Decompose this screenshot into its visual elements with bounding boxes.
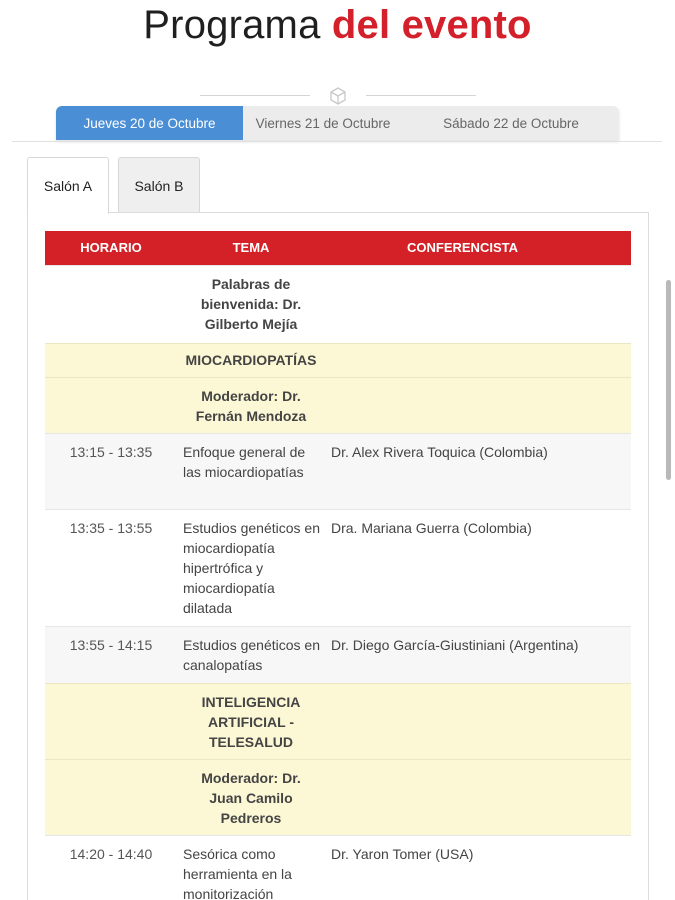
row-topic: MIOCARDIOPATÍAS — [177, 343, 325, 377]
day-tabs — [56, 106, 619, 140]
day-tabs-underline — [12, 141, 662, 142]
table-header-row — [45, 231, 631, 265]
table-row — [45, 759, 631, 835]
row-speaker — [325, 759, 631, 835]
table-row — [45, 835, 631, 900]
column-header-speaker: CONFERENCISTA — [325, 231, 631, 265]
tab-room-b[interactable]: Salón B — [118, 157, 200, 213]
row-topic: INTELIGENCIA ARTIFICIAL - TELESALUD — [177, 683, 325, 759]
row-speaker — [325, 683, 631, 759]
column-header-time: HORARIO — [45, 231, 177, 265]
row-speaker — [325, 265, 631, 343]
tab-day-3[interactable]: Sábado 22 de Octubre — [403, 106, 619, 140]
scrollbar[interactable] — [666, 280, 671, 480]
row-speaker — [325, 377, 631, 433]
page-title — [0, 2, 675, 48]
row-time — [45, 265, 177, 343]
cube-icon — [328, 86, 348, 106]
divider-line-left — [200, 95, 310, 96]
table-row — [45, 377, 631, 433]
page-title-main: Programa — [143, 3, 321, 47]
tab-room-a[interactable]: Salón A — [27, 157, 109, 214]
row-speaker: Dr. Diego García-Giustiniani (Argentina) — [325, 626, 631, 683]
row-topic: Sesórica como herramienta en la monitorización — [177, 835, 325, 900]
room-tabs — [27, 157, 200, 213]
row-topic: Estudios genéticos en miocardiopatía hipertrófica y miocardiopatía dilatada — [177, 509, 325, 626]
row-speaker: Dra. Mariana Guerra (Colombia) — [325, 509, 631, 626]
row-time — [45, 759, 177, 835]
table-row — [45, 343, 631, 377]
row-time — [45, 683, 177, 759]
table-row — [45, 626, 631, 683]
row-time: 13:55 - 14:15 — [45, 626, 177, 683]
row-topic: Moderador: Dr. Juan Camilo Pedreros — [177, 759, 325, 835]
row-time — [45, 343, 177, 377]
table-row — [45, 433, 631, 509]
row-speaker — [325, 343, 631, 377]
column-header-topic: TEMA — [177, 231, 325, 265]
row-time: 14:20 - 14:40 — [45, 835, 177, 900]
table-row — [45, 509, 631, 626]
row-time: 13:15 - 13:35 — [45, 433, 177, 509]
table-row — [45, 683, 631, 759]
row-time — [45, 377, 177, 433]
row-speaker: Dr. Yaron Tomer (USA) — [325, 835, 631, 900]
table-row — [45, 265, 631, 343]
tab-day-2[interactable]: Viernes 21 de Octubre — [243, 106, 403, 140]
row-topic: Moderador: Dr. Fernán Mendoza — [177, 377, 325, 433]
divider-line-right — [366, 95, 476, 96]
row-speaker: Dr. Alex Rivera Toquica (Colombia) — [325, 433, 631, 509]
schedule-table — [45, 231, 631, 900]
row-topic: Estudios genéticos en canalopatías — [177, 626, 325, 683]
tab-day-1[interactable]: Jueves 20 de Octubre — [56, 106, 243, 140]
row-time: 13:35 - 13:55 — [45, 509, 177, 626]
row-topic: Enfoque general de las miocardiopatías — [177, 433, 325, 509]
page-title-accent: del evento — [331, 3, 532, 47]
row-topic: Palabras de bienvenida: Dr. Gilberto Mejía — [177, 265, 325, 343]
